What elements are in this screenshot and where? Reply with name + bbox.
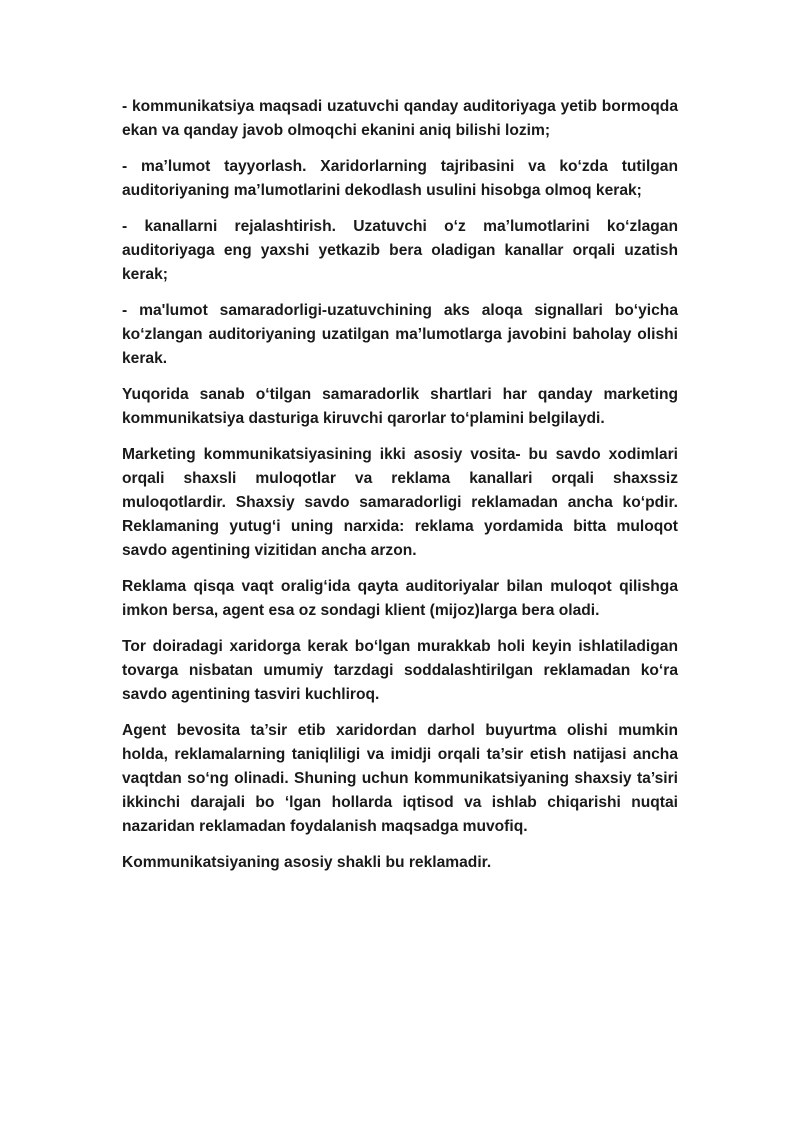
- paragraph-narrow-buyer: Tor doiradagi xaridorga kerak bo‘lgan murakkab holi keyin ishlatiladigan tovarga nisbatan umumiy tarzdagi soddalashtirilgan reklamadan ko‘ra savdo agentining tasviri kuchliroq.: [122, 638, 678, 703]
- paragraph-channel-planning: - kanallarni rejalashtirish. Uzatuvchi o‘z ma’lumotlarini ko‘zlagan auditoriyaga eng yaxshi yetkazib bera oladigan kanallar orqali uzatish kerak;: [122, 218, 678, 283]
- paragraph-info-preparation: - ma’lumot tayyorlash. Xaridorlarning tajribasini va ko‘zda tutilgan auditoriyaning ma’lumotlarini dekodlash usulini hisobga olmoq kerak;: [122, 158, 678, 199]
- paragraph-communication-goal: - kommunikatsiya maqsadi uzatuvchi qanday auditoriyaga yetib bormoqda ekan va qanday javob olmoqchi ekanini aniq bilishi lozim;: [122, 98, 678, 139]
- paragraph-main-form: Kommunikatsiyaning asosiy shakli bu reklamadir.: [122, 854, 492, 871]
- paragraph-advertising-short-time: Reklama qisqa vaqt oralig‘ida qayta auditoriyalar bilan muloqot qilishga imkon bersa, agent esa oz sondagi klient (mijoz)larga bera oladi.: [122, 578, 678, 619]
- paragraph-info-effectiveness: - ma'lumot samaradorligi-uzatuvchining aks aloqa signallari bo‘yicha ko‘zlangan auditoriyaning uzatilgan ma’lumotlarga javobini baholay olishi kerak.: [122, 302, 678, 367]
- paragraph-agent-direct-impact: Agent bevosita ta’sir etib xaridordan darhol buyurtma olishi mumkin holda, reklamalarning taniqliligi va imidji orqali ta’sir etish natijasi ancha vaqtdan so‘ng olinadi. Shuning uchun kommunikatsiyaning shaxsiy ta’siri ikkinchi darajali bo ‘lgan hollarda iqtisod va ishlab chiqarishi nuqtai nazaridan reklamadan foydalanish maqsadga muvofiq.: [122, 722, 678, 835]
- paragraph-effectiveness-conditions: Yuqorida sanab o‘tilgan samaradorlik shartlari har qanday marketing kommunikatsiya dasturiga kiruvchi qarorlar to‘plamini belgilaydi.: [122, 386, 678, 427]
- document-page: [122, 95, 678, 887]
- paragraph-two-main-tools: Marketing kommunikatsiyasining ikki asosiy vosita- bu savdo xodimlari orqali shaxsli muloqotlar va reklama kanallari orqali shaxssiz muloqotlardir. Shaxsiy savdo samaradorligi reklamadan ancha ko‘pdir. Reklamaning yutug‘i uning narxida: reklama yordamida bitta muloqot savdo agentining vizitidan ancha arzon.: [122, 446, 678, 559]
